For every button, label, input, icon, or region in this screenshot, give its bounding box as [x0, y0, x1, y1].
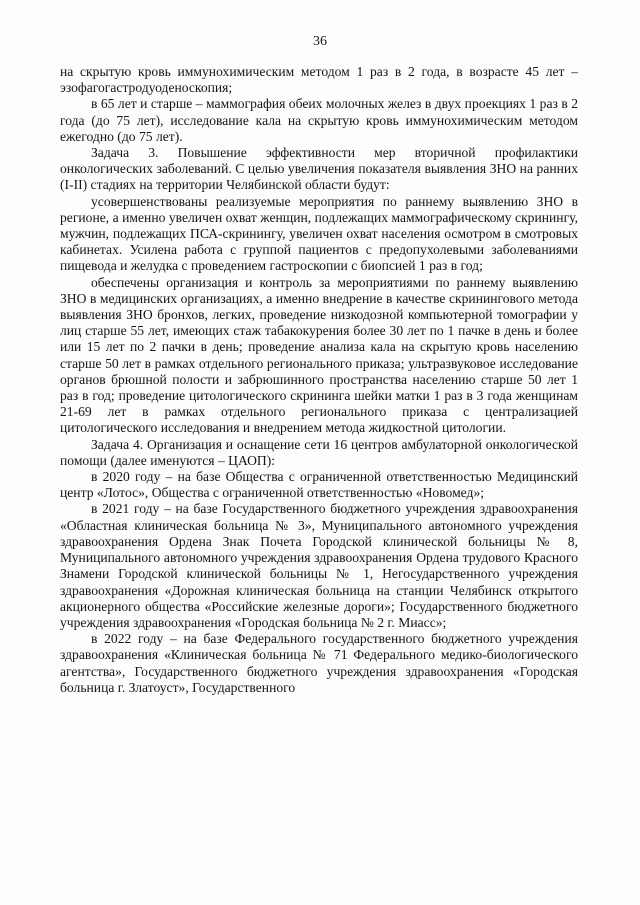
paragraph-6: Задача 4. Организация и оснащение сети 16 центров амбулаторной онкологической помощи (далее именуются – ЦАОП): [60, 436, 578, 468]
paragraph-4: усовершенствованы реализуемые мероприятия по раннему выявлению ЗНО в регионе, а именно увеличен охват женщин, подлежащих маммографическому скринингу, мужчин, подлежащих ПСА-скринингу, увеличен охват населения осмотром в смотровых кабинетах. Усилена работа с группой пациентов с предопухолевыми заболеваниями пищевода и желудка с проведением гастроскопии с биопсией 1 раз в год; [60, 193, 578, 274]
paragraph-2: в 65 лет и старше – маммография обеих молочных желез в двух проекциях 1 раз в 2 года (до 75 лет), исследование кала на скрытую кровь иммунохимическим методом ежегодно (до 75 лет). [60, 96, 578, 144]
paragraph-1: на скрытую кровь иммунохимическим методом 1 раз в 2 года, в возрасте 45 лет – эзофагогастродуоденоскопия; [60, 64, 578, 96]
paragraph-8: в 2021 году – на базе Государственного бюджетного учреждения здравоохранения «Областная клиническая больница № 3», Муниципального автономного учреждения здравоохранения Ордена Знак Почета Городской клинической больницы № 8, Муниципального автономного учреждения здравоохранения Ордена трудового Красного Знамени Городской клинической больницы № 1, Негосударственного учреждения здравоохранения «Дорожная клиническая больница на станции Челябинск открытого акционерного общества «Российские железные дороги»; Государственного бюджетного учреждения здравоохранения «Городская больница № 2 г. Миасс»; [60, 501, 578, 630]
paragraph-3: Задача 3. Повышение эффективности мер вторичной профилактики онкологических заболеваний. С целью увеличения показателя выявления ЗНО на ранних (I-II) стадиях на территории Челябинской области будут: [60, 145, 578, 193]
page-number: 36 [313, 34, 327, 49]
document-body [60, 64, 578, 696]
paragraph-5: обеспечены организация и контроль за мероприятиями по раннему выявлению ЗНО в медицинских организациях, а именно внедрение в качестве скринингового метода выявления ЗНО бронхов, легких, проведение низкодозной компьютерной томографии у лиц старше 55 лет, имеющих стаж табакокурения более 30 лет по 1 пачке в день и более или 15 лет по 2 пачки в день; проведение анализа кала на скрытую кровь населению старше 50 лет в рамках отдельного регионального приказа; ультразвуковое исследование органов брюшной полости и забрюшинного пространства населению старше 50 лет 1 раз в год; проведение цитологического скрининга шейки матки 1 раз в 3 года женщинам 21-69 лет в рамках отдельного регионального приказа с централизацией цитологического исследования и внедрением метода жидкостной цитологии. [60, 274, 578, 436]
paragraph-7: в 2020 году – на базе Общества с ограниченной ответственностью Медицинский центр «Лотос», Общества с ограниченной ответственностью «Новомед»; [60, 469, 578, 501]
paragraph-9: в 2022 году – на базе Федерального государственного бюджетного учреждения здравоохранения «Клиническая больница № 71 Федерального медико-биологического агентства», Государственного бюджетного учреждения здравоохранения «Городская больница г. Златоуст», Государственного [60, 631, 578, 695]
